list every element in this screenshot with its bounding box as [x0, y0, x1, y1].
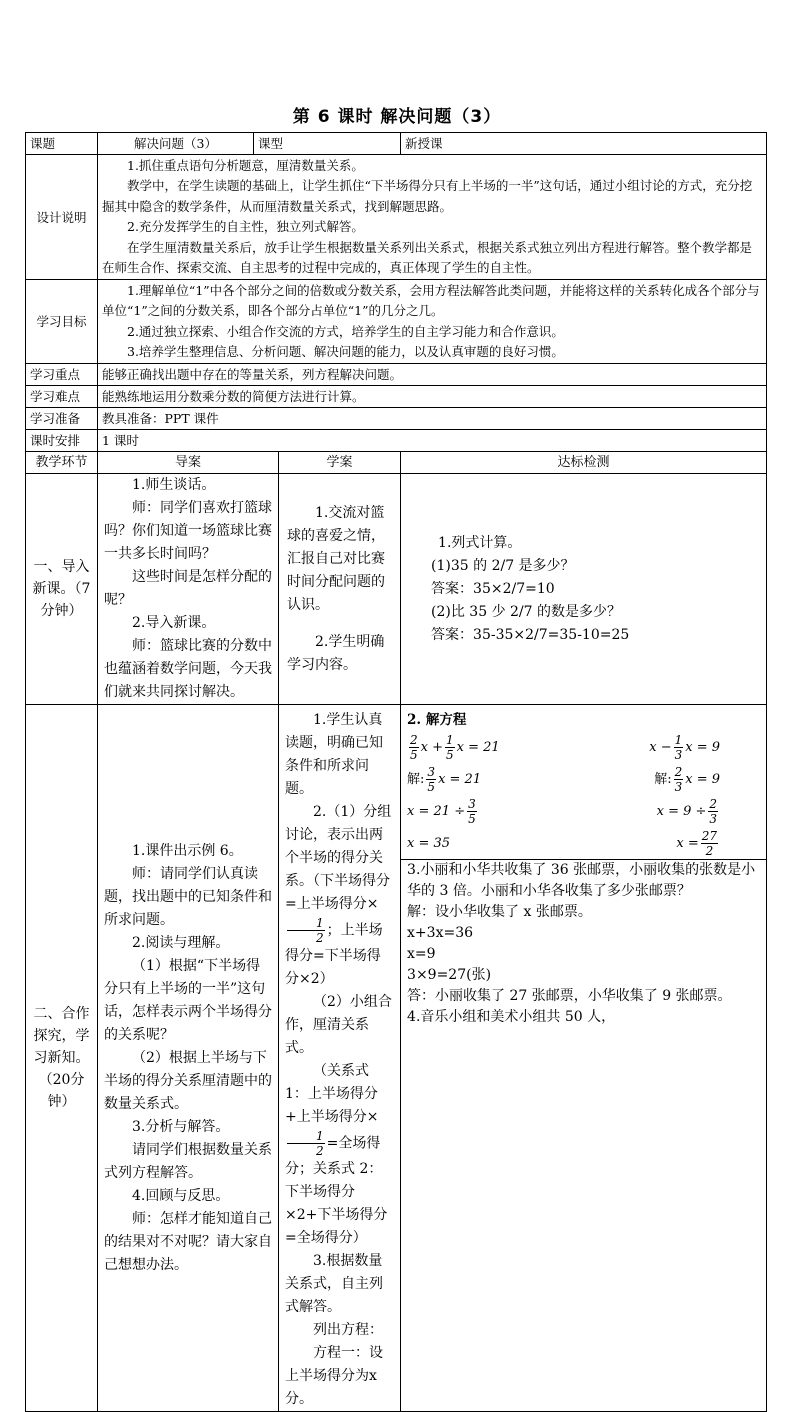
design-p3: 2.充分发挥学生的自主性，独立列式解答。	[127, 219, 364, 234]
row-section-1	[26, 474, 767, 705]
sec2-guide-9: 师：怎样才能知道自己的结果对不对呢？请大家自己想想办法。	[104, 1210, 272, 1273]
sec1-check-4: (2)比 35 少 2/7 的数是多少？	[431, 603, 622, 620]
design-p2: 教学中，在学生读题的基础上，让学生抓住“下半场得分只有上半场的一半”这句话，通过小组讨论的方式，充分挖掘其中隐含的数学条件，从而厘清数量关系式，找到解题思路。	[102, 178, 753, 214]
focus-value: 能够正确找出题中存在的等量关系，列方程解决问题。	[98, 364, 767, 386]
lesson-plan-table	[25, 132, 767, 1412]
difficulty-label: 学习难点	[26, 386, 98, 408]
header-check: 达标检测	[401, 452, 767, 474]
design-p4: 在学生厘清数量关系后，放手让学生根据数量关系列出关系式，根据关系式独立列出方程进行解答。整个教学都是在师生合作、探索交流、自主思考的过程中完成的，真正体现了学生的自主性。	[102, 239, 753, 275]
goals-p2: 2.通过独立探索、小组合作交流的方式，培养学生的自主学习能力和合作意识。	[127, 323, 564, 339]
sec2-guide-3: 2.阅读与理解。	[132, 934, 230, 951]
sec1-check-2: (1)35 的 2/7 是多少？	[431, 557, 575, 574]
sec2-check-p3-7: 4.音乐小组和美术小组共 50 人，	[407, 1009, 616, 1025]
sec1-guide-1: 1.师生谈话。	[132, 477, 216, 493]
sec2-study-2: 2.（1）分组讨论，表示出两个半场的得分关系。（下半场得分=上半场得分× $\frac{1}{2}$ ；上半场得分=下半场得分×2）	[285, 804, 392, 987]
topic-value: 解决问题（3）	[98, 133, 254, 155]
difficulty-value: 能熟练地运用分数乘分数的简便方法进行计算。	[98, 386, 767, 408]
sec1-check-5: 答案：35-35×2/7=35-10=25	[431, 626, 630, 643]
sec2-check-p3-2: 解：设小华收集了 x 张邮票。	[407, 904, 592, 920]
type-label: 课型	[254, 133, 401, 155]
sec2-check-p3-6: 答：小丽收集了 27 张邮票，小华收集了 9 张邮票。	[407, 988, 732, 1004]
sec2-study-5: 3.根据数量关系式，自主列式解答。	[285, 1253, 383, 1315]
row-headers	[26, 452, 767, 474]
sec2-guide-1: 1.课件出示例 6。	[132, 842, 243, 859]
equation-row-1: $\frac{2}{5}$ x + $\frac{1}{5}$ x = 21 x − $\frac{1}{3}$ x = 9	[410, 732, 721, 762]
header-study: 学案	[279, 452, 401, 474]
sec1-guide-2: 师：同学们喜欢打篮球吗？你们知道一场篮球比赛一共多长时间吗？	[104, 500, 272, 562]
sec2-guide-5: （2）根据上半场与下半场的得分关系厘清题中的数量关系式。	[104, 1049, 272, 1112]
row-prep	[26, 408, 767, 430]
row-topic	[26, 133, 767, 155]
sec2-check-p3-3: x+3x=36	[407, 925, 474, 941]
header-guide: 导案	[98, 452, 279, 474]
row-schedule	[26, 430, 767, 452]
sec2-study-1: 1.学生认真读题，明确已知条件和所求问题。	[285, 712, 383, 797]
row-goals	[26, 280, 767, 364]
sec2-guide-7: 请同学们根据数量关系式列方程解答。	[104, 1141, 272, 1181]
sec2-label: 二、合作探究，学习新知。（20分钟）	[26, 705, 98, 1412]
sec1-guide-4: 2.导入新课。	[132, 615, 216, 631]
sec2-guide-2: 师：请同学们认真读题，找出题中的已知条件和所求问题。	[104, 865, 272, 928]
sec2-study-4: （关系式 1：上半场得分+上半场得分× $\frac{1}{2}$ =全场得分；关系式 2：下半场得分×2+下半场得分=全场得分）	[285, 1063, 388, 1246]
equation-row-4: x = 35 x = $\frac{27}{2}$	[407, 828, 718, 858]
schedule-label: 课时安排	[26, 430, 98, 452]
sec1-study-1: 1.交流对篮球的喜爱之情，汇报自己对比赛时间分配问题的认识。	[287, 504, 385, 613]
prep-value: 教具准备：PPT 课件	[98, 408, 767, 430]
sec1-guide-3: 这些时间是怎样分配的呢？	[104, 569, 272, 608]
sec1-check-3: 答案：35×2/7=10	[431, 580, 555, 597]
row-section-2	[26, 705, 767, 1412]
sec1-check-1: 1.列式计算。	[438, 534, 522, 551]
page-title: 第 6 课时 解决问题（3）	[292, 107, 502, 127]
sec2-guide-8: 4.回顾与反思。	[132, 1187, 230, 1204]
goals-p1: 1.理解单位“1”中各个部分之间的倍数或分数关系，会用方程法解答此类问题，并能将这样的关系转化成各个部分与单位“1”之间的分数关系，即各个部分占单位“1”的几分之几。	[102, 282, 760, 318]
sec1-study-2: 2.学生明确学习内容。	[287, 633, 385, 673]
sec2-study-6: 列出方程：	[313, 1322, 383, 1338]
header-stage: 教学环节	[26, 452, 98, 474]
focus-label: 学习重点	[26, 364, 98, 386]
sec2-study-7: 方程一：设上半场得分为x分。	[285, 1345, 383, 1407]
equation-row-2: 解: $\frac{3}{5}$ x = 21 解: $\frac{2}{3}$ x = 9	[407, 764, 721, 794]
goals-p3: 3.培养学生整理信息、分析问题、解决问题的能力，以及认真审题的良好习惯。	[127, 344, 564, 359]
design-p1: 1.抓住重点语句分析题意，厘清数量关系。	[127, 157, 364, 173]
row-focus	[26, 364, 767, 386]
schedule-value: 1 课时	[98, 430, 767, 452]
equation-row-3: x = 21 ÷ $\frac{3}{5}$ x = 9 ÷ $\frac{2}{3}$	[407, 796, 718, 826]
row-difficulty	[26, 386, 767, 408]
type-value: 新授课	[401, 133, 767, 155]
sec2-guide-6: 3.分析与解答。	[132, 1118, 230, 1135]
fraction-half: $\frac{1}{2}$	[287, 1129, 325, 1158]
row-design	[26, 155, 767, 280]
goals-label: 学习目标	[26, 280, 98, 364]
sec2-check-p3-1: 3.小丽和小华共收集了 36 张邮票，小丽收集的张数是小华的 3 倍。小丽和小华各收集了多少张邮票？	[407, 862, 756, 899]
sec2-check-p3-4: x=9	[407, 946, 436, 962]
sec2-guide-4: （1）根据“下半场得分只有上半场的一半”这句话，怎样表示两个半场得分的关系呢？	[104, 957, 272, 1043]
sec1-label: 一、导入新课。（7分钟）	[26, 474, 98, 705]
sec2-check-p3-5: 3×9=27(张)	[407, 967, 492, 983]
prep-label: 学习准备	[26, 408, 98, 430]
sec2-check-heading: 2. 解方程	[407, 712, 467, 728]
topic-label: 课题	[26, 133, 98, 155]
sec1-guide-5: 师：篮球比赛的分数中也蕴涵着数学问题，今天我们就来共同探讨解决。	[104, 638, 272, 700]
design-label: 设计说明	[26, 155, 98, 280]
fraction-half: $\frac{1}{2}$	[287, 916, 325, 945]
sec2-study-3: （2）小组合作，厘清关系式。	[285, 994, 392, 1056]
